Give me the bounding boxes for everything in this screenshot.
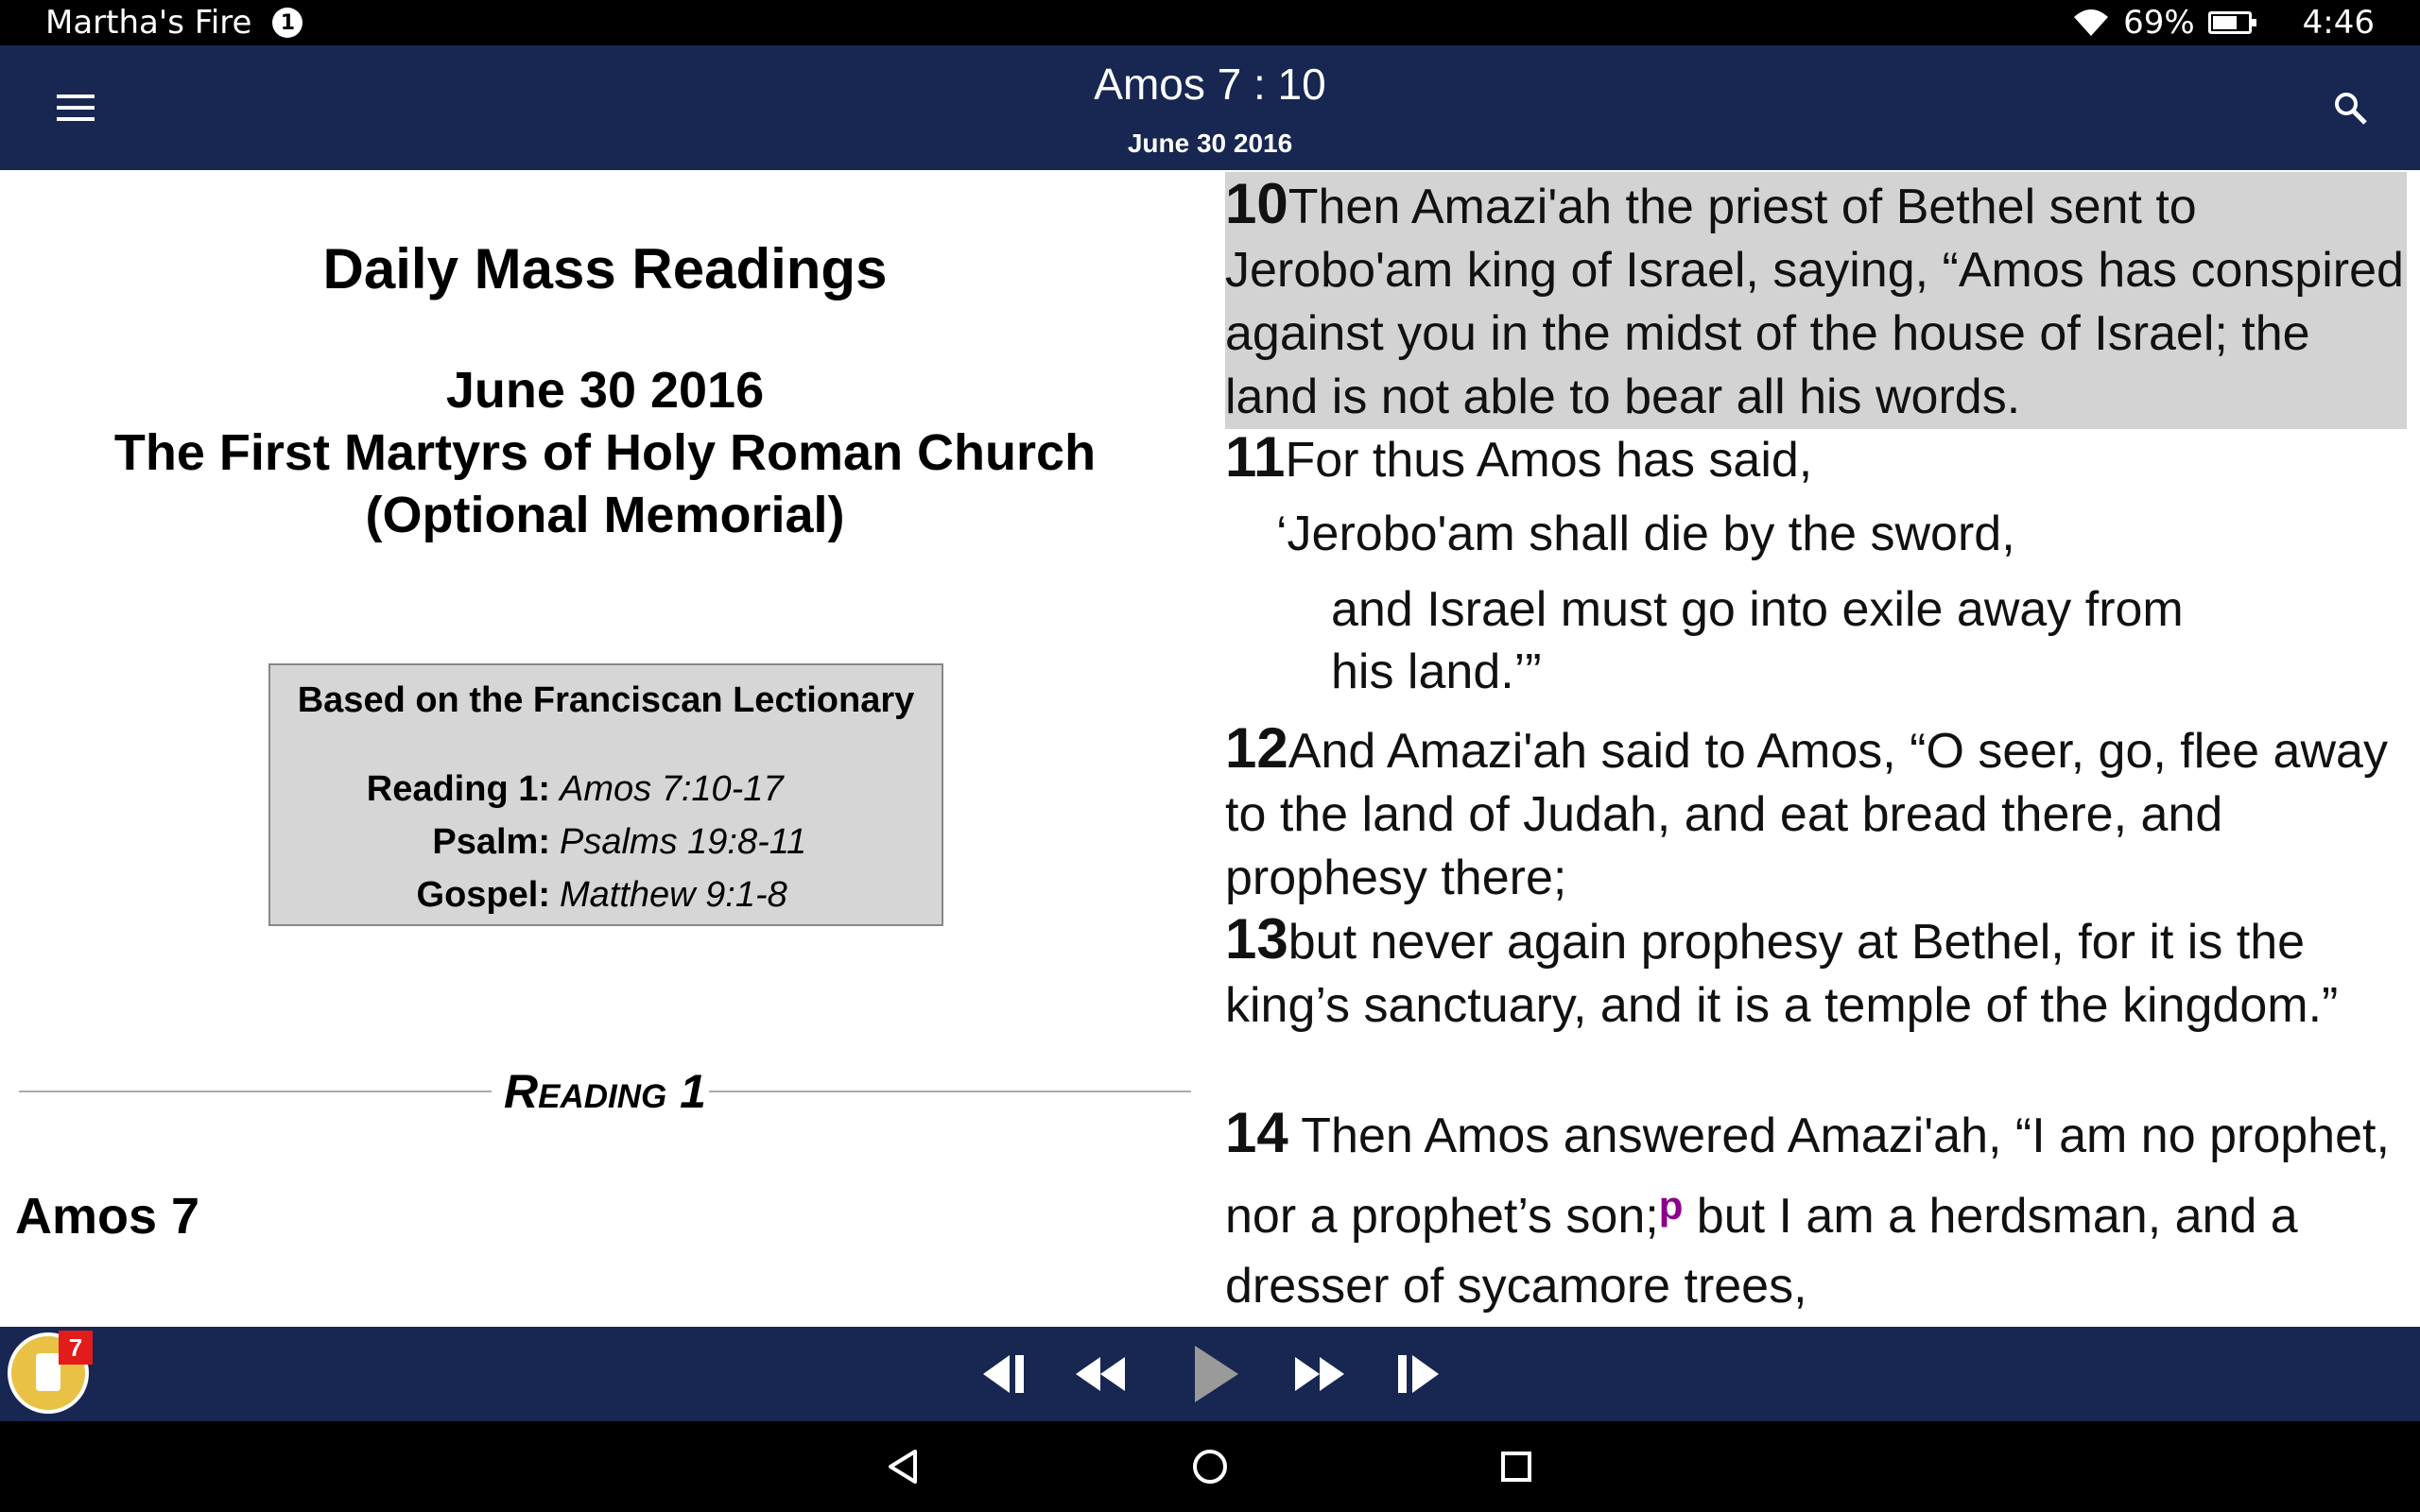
recents-icon[interactable] (1495, 1446, 1537, 1487)
verse-text: Then Amazi'ah the priest of Bethel sent to Jerobo'am king of Israel, saying, “Amos has conspired against you in the midst of the house of Israel; the land is not able to bear all his words. (1225, 180, 2404, 424)
lectionary-row (270, 822, 942, 863)
wifi-icon (2072, 8, 2110, 38)
player-bar (0, 1327, 2420, 1421)
verse-11[interactable] (1225, 425, 2407, 492)
app-badge: 7 (59, 1331, 93, 1365)
lectionary-box (268, 663, 943, 926)
verse-13[interactable] (1225, 907, 2407, 1038)
fast-forward-icon[interactable] (1291, 1348, 1348, 1400)
status-bar (0, 0, 2420, 45)
content (0, 170, 2420, 1327)
lectionary-row (270, 875, 942, 916)
verse-11-poetry-line[interactable]: his land.’” (1331, 644, 1542, 699)
rewind-icon[interactable] (1072, 1348, 1129, 1400)
back-icon[interactable] (883, 1446, 925, 1487)
status-left (45, 0, 302, 45)
status-right (2072, 0, 2375, 45)
doc-title: Daily Mass Readings (322, 237, 888, 301)
verse-number: 13 (1225, 907, 1288, 971)
battery-icon (2208, 11, 2252, 34)
lectionary-value[interactable]: Matthew 9:1-8 (560, 875, 787, 915)
verse-12[interactable] (1225, 716, 2407, 910)
lectionary-label: Gospel: (416, 875, 550, 915)
feast-rank: (Optional Memorial) (365, 487, 845, 543)
verse-14[interactable] (1225, 1098, 2407, 1321)
lectionary-label: Psalm: (432, 822, 550, 862)
verse-text: And Amazi'ah said to Amos, “O seer, go, flee away to the land of Judah, and eat bread there, and prophesy there; (1225, 724, 2388, 905)
clock: 4:46 (2302, 4, 2375, 42)
left-pane[interactable] (0, 170, 1210, 1327)
lectionary-value[interactable]: Psalms 19:8-11 (560, 822, 807, 862)
verse-number: 12 (1225, 716, 1288, 780)
verse-text: For thus Amos has said, (1285, 433, 1813, 488)
lectionary-row (270, 769, 942, 810)
play-icon[interactable] (1189, 1344, 1242, 1404)
scripture-pane[interactable] (1225, 170, 2420, 1327)
feast-name: The First Martyrs of Holy Roman Church (113, 424, 1097, 481)
verse-number: 11 (1225, 425, 1286, 489)
verse-text: Then Amos answered Amazi'ah, “I am no prophet, nor a prophet’s son; (1225, 1108, 2390, 1244)
verse-text: but never again prophesy at Bethel, for it is the king’s sanctuary, and it is a temple of the kingdom.” (1225, 915, 2339, 1033)
battery-fill (2213, 16, 2237, 29)
home-icon[interactable] (1189, 1446, 1231, 1487)
status-app-name: Martha's Fire (45, 4, 252, 42)
verse-10[interactable] (1225, 172, 2407, 429)
verse-11-poetry-line[interactable]: and Israel must go into exile away from (1331, 582, 2184, 637)
search-icon[interactable] (2331, 89, 2369, 127)
lectionary-label: Reading 1: (366, 769, 550, 809)
skip-previous-icon[interactable] (979, 1348, 1028, 1400)
system-nav-bar (0, 1421, 2420, 1512)
app-bar (0, 45, 2420, 170)
battery-percent: 69% (2123, 4, 2195, 42)
notification-count-icon: 1 (272, 8, 302, 38)
verse-number: 14 (1225, 1101, 1288, 1164)
verse-text: but I am a herdsman, and a dresser of sycamore trees, (1225, 1189, 2298, 1314)
verse-number: 10 (1225, 172, 1288, 235)
doc-date: June 30 2016 (445, 362, 765, 419)
verse-11-poetry-line[interactable]: ‘Jerobo'am shall die by the sword, (1276, 507, 2015, 561)
lectionary-heading: Based on the Franciscan Lectionary (297, 680, 915, 720)
page-title[interactable]: Amos 7 : 10 (1094, 60, 1326, 109)
footnote-link[interactable]: p (1658, 1183, 1684, 1228)
doc-date-block (0, 359, 1210, 546)
page-subtitle: June 30 2016 (1127, 129, 1293, 158)
skip-next-icon[interactable] (1393, 1348, 1443, 1400)
lectionary-value[interactable]: Amos 7:10-17 (560, 769, 784, 809)
chapter-heading: Amos 7 (15, 1188, 200, 1245)
section-label: Reading 1 (504, 1065, 706, 1118)
